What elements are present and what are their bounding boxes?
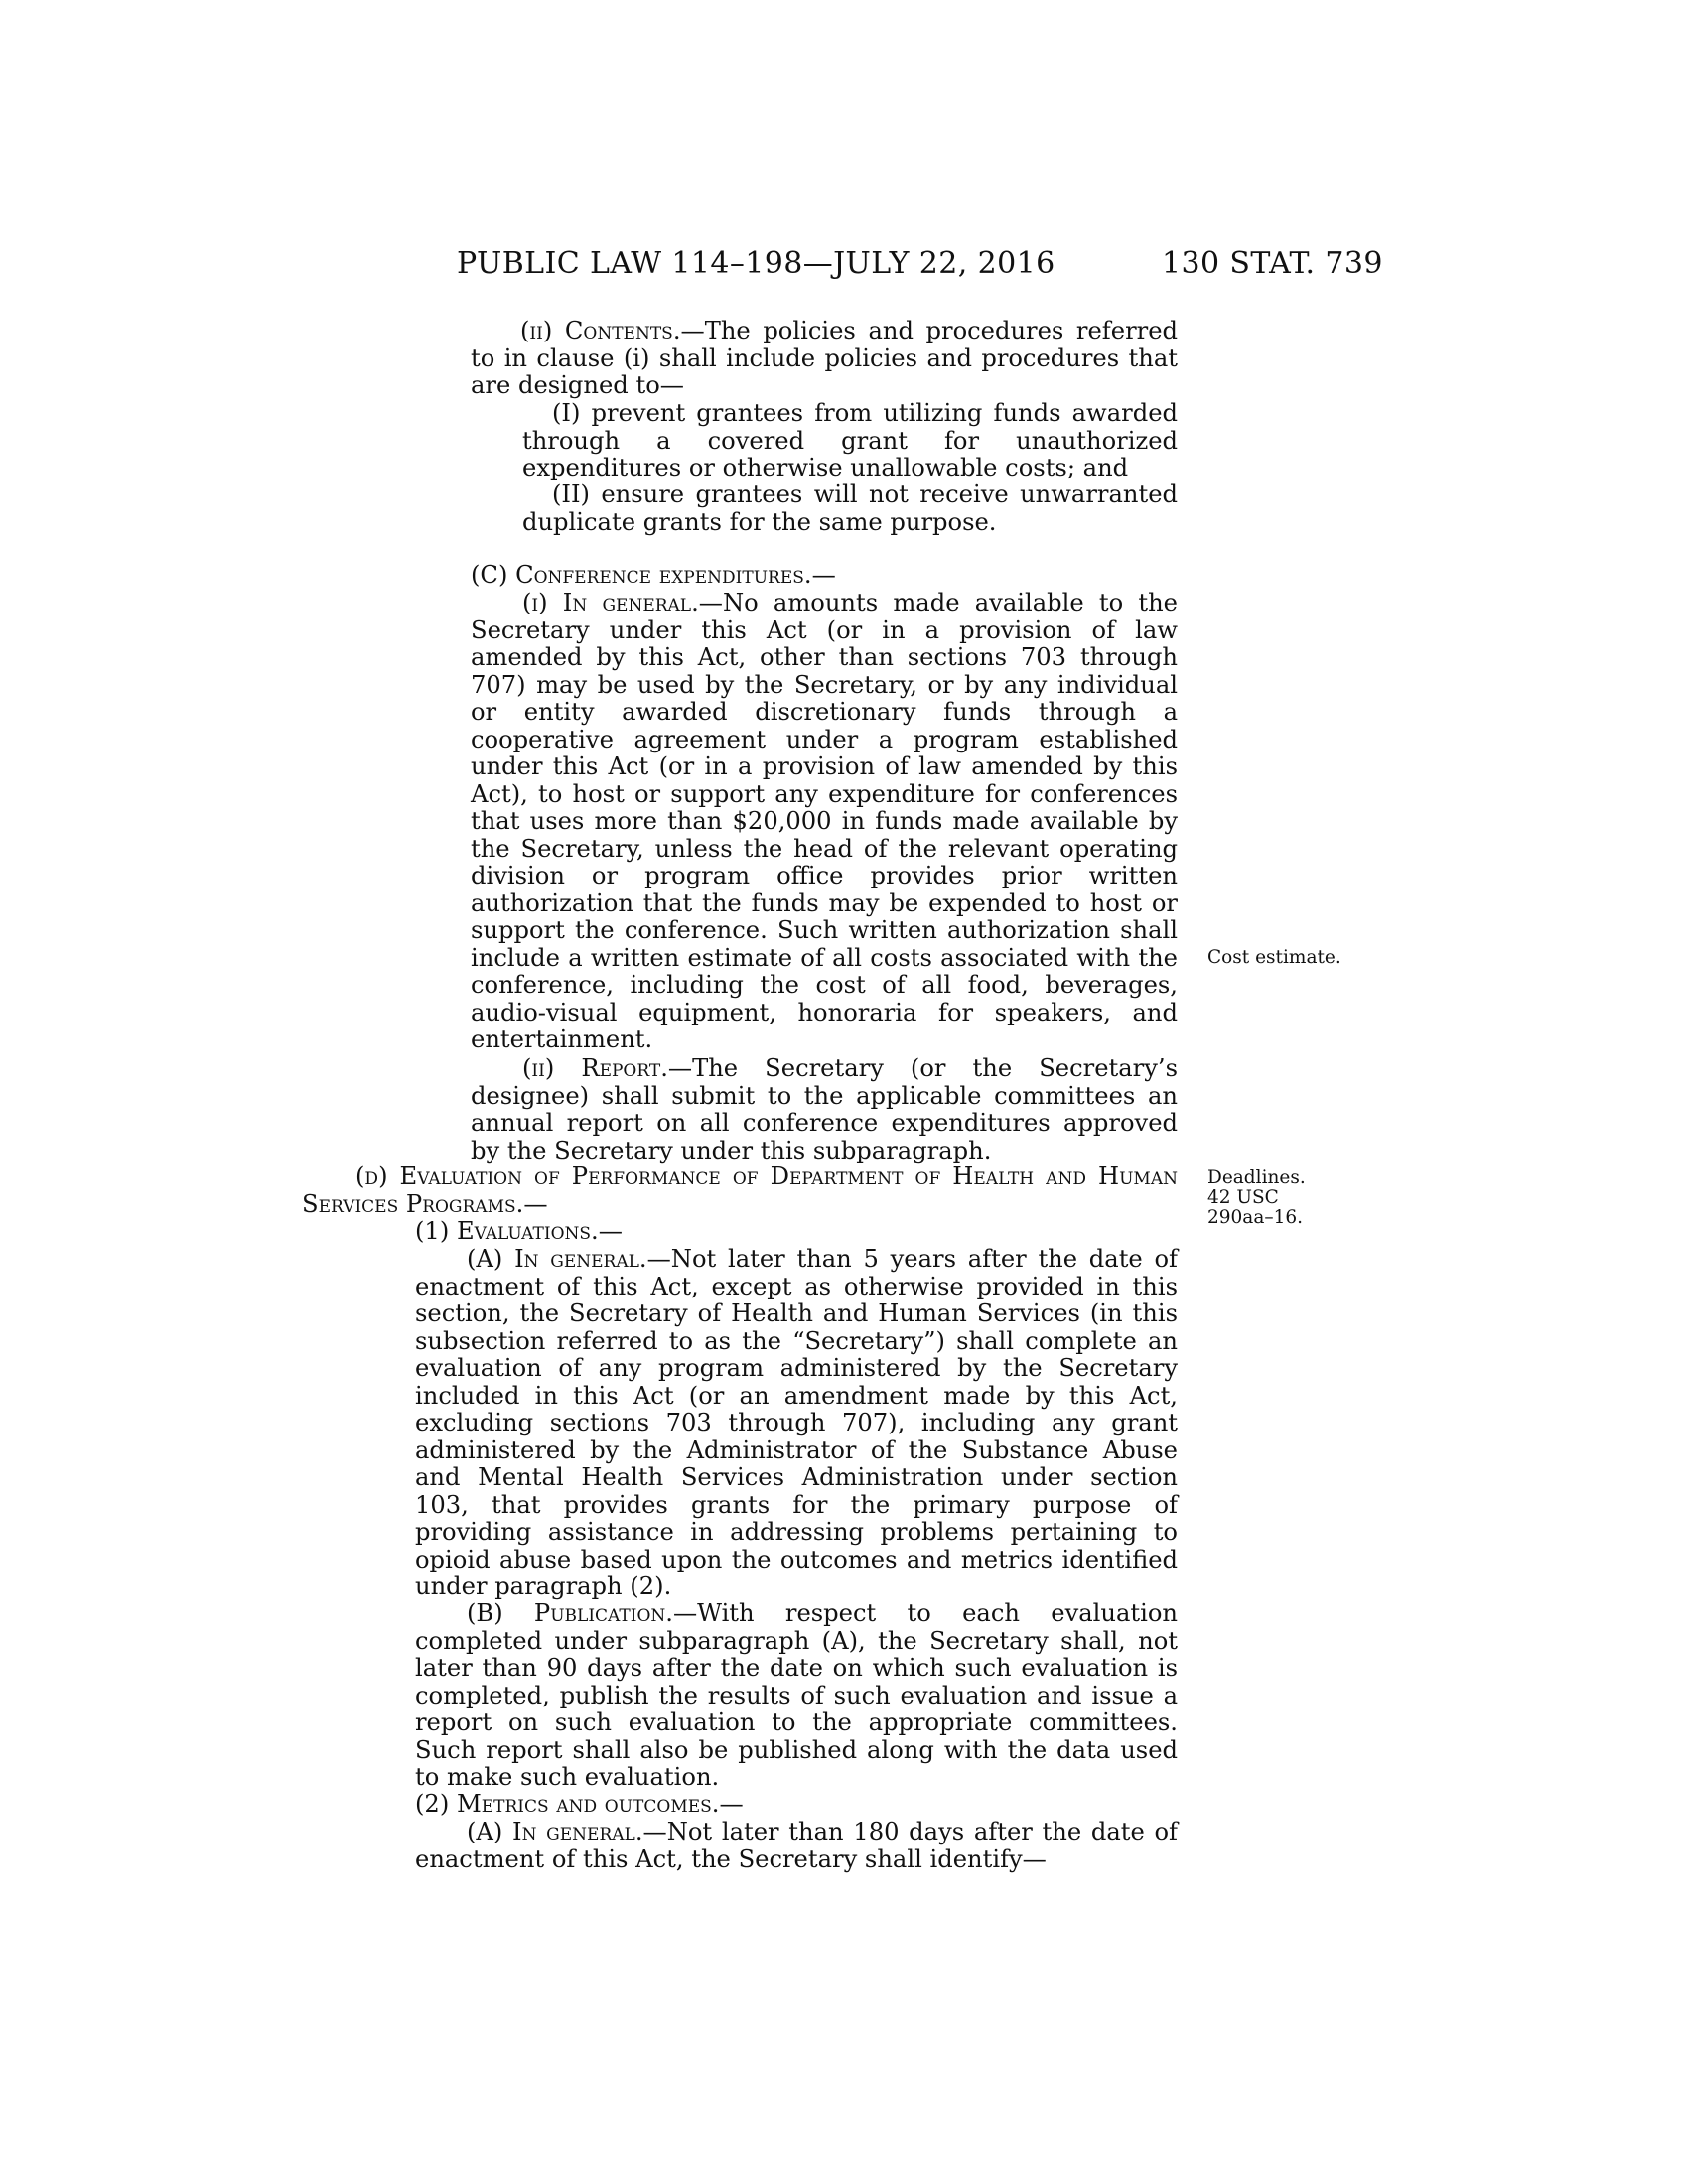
paragraph-1-subparagraph-A-text: Not later than 5 years after the date of enactment of this Act, except as otherwise provided in this section, the Secretary of Health and Human Services (in this subsection referred to as the “Secretary”) shall complete an evaluation of any program administered by the Secretary included in this Act (or an amendment made by this Act, excluding sections 703 through 707), including any grant administered by the Administrator of the Substance Abuse and Mental Health Services Administration under section 103, that provides grants for the primary purpose of providing assistance in addressing problems pertaining to opioid abuse based upon the outcomes and metrics identified under paragraph (2). — [415, 1245, 1178, 1600]
subclause-I: (I) prevent grantees from utilizing funds awarded through a covered grant for unauthorized expenditures or otherwise unallowable costs; and — [522, 399, 1178, 481]
paragraph-1-subparagraph-A — [415, 1246, 1178, 1601]
margin-note-usc-section: 290aa–16. — [1207, 1207, 1304, 1228]
subparagraph-C-clause-ii-text: The Secretary (or the Secretary’s designee) shall submit to the applicable committees an annual report on all conference expenditures approved by the Secretary under this subparagraph. — [471, 1054, 1178, 1164]
paragraph-1-subparagraph-B-heading: (B) Publication.— — [467, 1599, 698, 1627]
margin-note-usc: 42 USC — [1207, 1187, 1279, 1208]
subclause-II: (II) ensure grantees will not receive unwarranted duplicate grants for the same purpose. — [522, 480, 1178, 536]
header-title: PUBLIC LAW 114–198—JULY 22, 2016 — [457, 246, 1055, 281]
subparagraph-C-clause-ii-heading: (ii) Report.— — [522, 1054, 693, 1082]
subparagraph-C-heading: (C) Conference expenditures.— — [471, 561, 836, 589]
subparagraph-C-clause-i-heading: (i) In general.— — [522, 589, 723, 616]
margin-note-deadlines — [1207, 1168, 1306, 1228]
subparagraph-C-clause-i — [471, 590, 1178, 1054]
clause-ii-contents — [471, 318, 1178, 400]
clause-ii-contents-heading: (ii) Contents.— — [520, 317, 705, 344]
paragraph-2-subparagraph-A — [415, 1819, 1178, 1873]
subparagraph-C-clause-i-text: No amounts made available to the Secretary under this Act (or in a provision of law amended by this Act, other than sections 703 through 707) may be used by the Secretary, or by any individual or entity awarded discretionary funds through a cooperative agreement under a program established under this Act (or in a provision of law amended by this Act), to host or support any expenditure for conferences that uses more than $20,000 in funds made available by the Secretary, unless the head of the relevant operating division or program office provides prior written authorization that the funds may be expended to host or support the conference. Such written authorization shall include a written estimate of all costs associated with the conference, including the cost of all food, beverages, audio-visual equipment, honoraria for speakers, and entertainment. — [471, 589, 1178, 1053]
clause-ii-contents-text: The policies and procedures referred to in clause (i) shall include policies and procedures that are designed to— — [471, 317, 1178, 399]
paragraph-1-subparagraph-B-text: With respect to each evaluation completed under subparagraph (A), the Secretary shall, not later than 90 days after the date on which such evaluation is completed, publish the results of such evaluation and issue a report on such evaluation to the appropriate committees. Such report shall also be published along with the data used to make such evaluation. — [415, 1599, 1178, 1791]
header-stat-page: 130 STAT. 739 — [1162, 246, 1383, 281]
paragraph-1-heading: (1) Evaluations.— — [415, 1217, 623, 1245]
paragraph-1-subparagraph-B — [415, 1600, 1178, 1792]
paragraph-2-subparagraph-A-text: Not later than 180 days after the date of enactment of this Act, the Secretary shall identify— — [415, 1818, 1178, 1873]
paragraph-2-subparagraph-A-heading: (A) In general.— — [467, 1818, 667, 1845]
subparagraph-C-clause-ii — [471, 1055, 1178, 1164]
subsection-d-heading: (d) Evaluation of Performance of Department of Health and Human Services Programs.— — [302, 1162, 1178, 1218]
paragraph-2-heading: (2) Metrics and outcomes.— — [415, 1790, 744, 1818]
paragraph-1-subparagraph-A-heading: (A) In general.— — [467, 1245, 671, 1273]
margin-note-deadlines-label: Deadlines. — [1207, 1167, 1306, 1188]
margin-note-cost-estimate: Cost estimate. — [1207, 947, 1341, 968]
